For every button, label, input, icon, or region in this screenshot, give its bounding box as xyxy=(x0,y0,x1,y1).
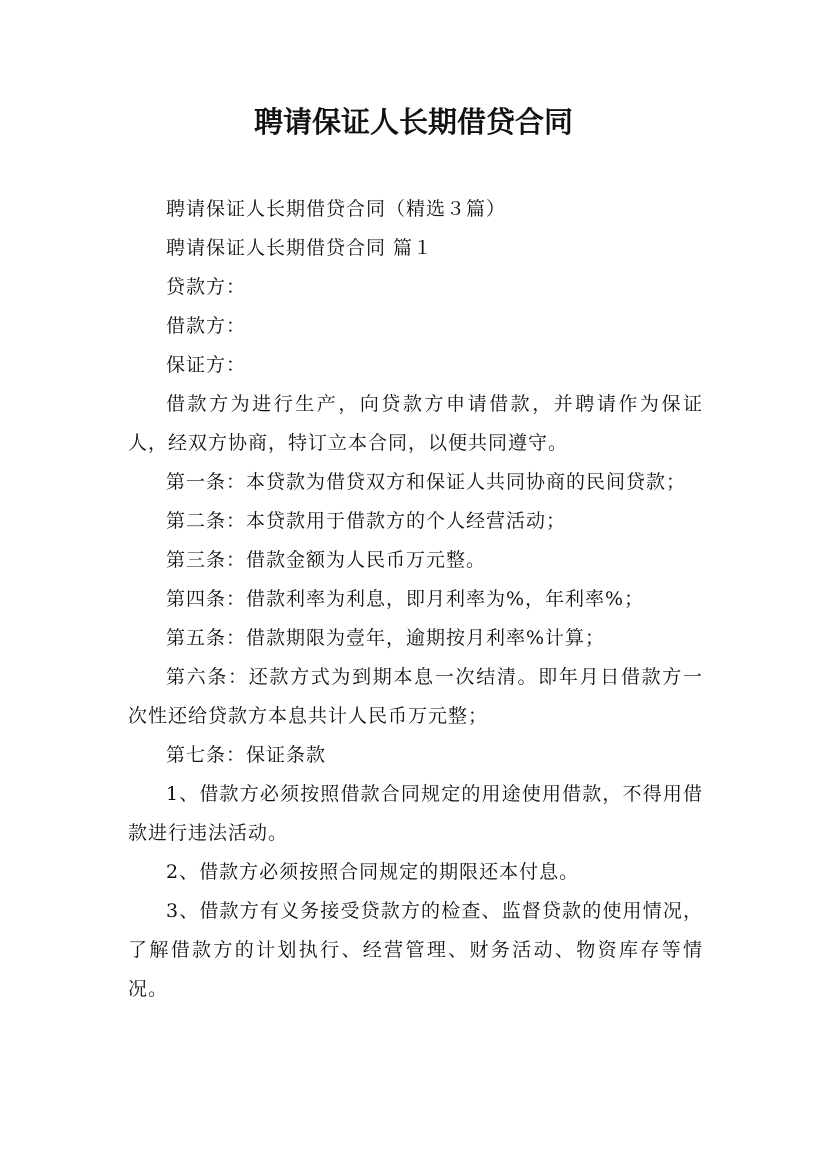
paragraph-article-1: 第一条：本贷款为借贷双方和保证人共同协商的民间贷款； xyxy=(166,471,687,493)
paragraph-guarantor: 保证方： xyxy=(166,354,247,376)
paragraph-clause-2: 2、借款方必须按照合同规定的期限还本付息。 xyxy=(166,861,580,883)
paragraph-preamble: 借款方为进行生产，向贷款方申请借款，并聘请作为保证人，经双方协商，特订立本合同，以便共同遵守。 xyxy=(128,393,703,454)
paragraph-subtitle: 聘请保证人长期借贷合同（精选３篇） xyxy=(166,198,507,220)
document-body xyxy=(128,190,703,1009)
document-title: 聘请保证人长期借贷合同 xyxy=(253,105,573,139)
paragraph-article-4: 第四条：借款利率为利息，即月利率为%，年利率%； xyxy=(166,588,645,610)
paragraph-article-5: 第五条：借款期限为壹年，逾期按月利率%计算； xyxy=(166,627,606,649)
paragraph-clause-3: 3、借款方有义务接受贷款方的检查、监督贷款的使用情况，了解借款方的计划执行、经营管理、财务活动、物资库存等情况。 xyxy=(128,900,703,1000)
paragraph-article-2: 第二条：本贷款用于借款方的个人经营活动； xyxy=(166,510,567,532)
paragraph-article-7: 第七条：保证条款 xyxy=(166,744,327,766)
paragraph-borrower: 借款方： xyxy=(166,315,247,337)
paragraph-section-heading: 聘请保证人长期借贷合同 篇１ xyxy=(166,237,434,259)
paragraph-lender: 贷款方： xyxy=(166,276,247,298)
paragraph-article-6: 第六条：还款方式为到期本息一次结清。即年月日借款方一次性还给贷款方本息共计人民币万元整； xyxy=(128,666,703,727)
paragraph-article-3: 第三条：借款金额为人民币万元整。 xyxy=(166,549,487,571)
paragraph-clause-1: 1、借款方必须按照借款合同规定的用途使用借款，不得用借款进行违法活动。 xyxy=(128,783,703,844)
